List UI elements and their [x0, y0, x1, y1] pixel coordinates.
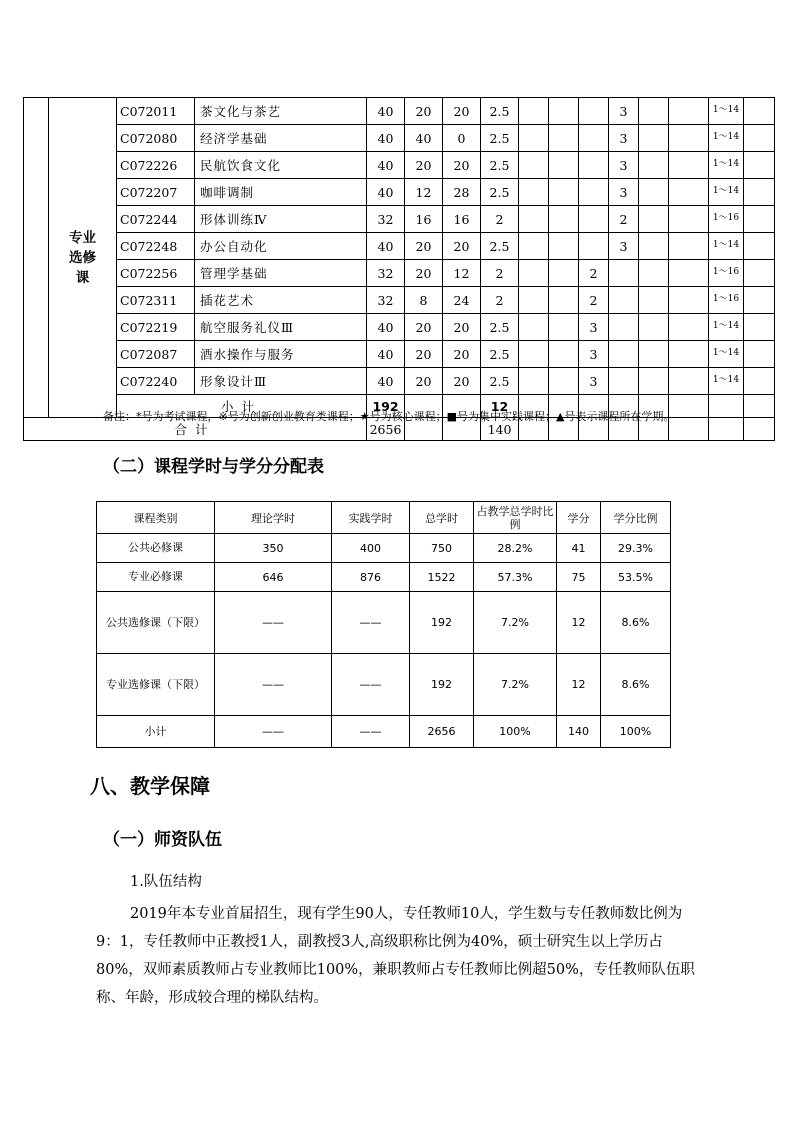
- cell-practice: 16: [443, 206, 481, 233]
- course-code: C072240: [117, 368, 195, 395]
- cell-s4: [549, 125, 579, 152]
- course-weeks: 1～16: [709, 287, 744, 314]
- course-weeks: 1～14: [709, 368, 744, 395]
- cell-theory: 20: [405, 233, 443, 260]
- course-name: 插花艺术: [195, 287, 367, 314]
- alloc-value: 75: [557, 563, 601, 592]
- cell-s3: [519, 314, 549, 341]
- cell-s6: 3: [609, 152, 639, 179]
- alloc-value: 2656: [410, 716, 474, 748]
- cell-credit: 2.5: [481, 368, 519, 395]
- cell-wk7: [669, 341, 709, 368]
- cell-wk7: [669, 368, 709, 395]
- cell-s4: [549, 206, 579, 233]
- course-name: 形象设计Ⅲ: [195, 368, 367, 395]
- cell-s5: [579, 233, 609, 260]
- alloc-value: 1522: [410, 563, 474, 592]
- alloc-value: 140: [557, 716, 601, 748]
- alloc-row: [97, 716, 671, 748]
- alloc-value: 53.5%: [601, 563, 671, 592]
- course-code: C072080: [117, 125, 195, 152]
- cell-s5: [579, 98, 609, 125]
- alloc-value: 192: [410, 592, 474, 654]
- table-row: [24, 287, 775, 314]
- course-code: C072207: [117, 179, 195, 206]
- cell-blank: [744, 395, 775, 418]
- cell-theory: 8: [405, 287, 443, 314]
- cell-theory: 20: [405, 314, 443, 341]
- cell-s4: [549, 287, 579, 314]
- grand-total-credit: 140: [481, 418, 519, 441]
- course-weeks: 1～14: [709, 98, 744, 125]
- alloc-value: 28.2%: [474, 534, 557, 563]
- cell-total: 32: [367, 287, 405, 314]
- category-outer-cell: [24, 98, 49, 418]
- alloc-header-cell: 理论学时: [215, 502, 332, 534]
- alloc-value: 29.3%: [601, 534, 671, 563]
- course-code: C072219: [117, 314, 195, 341]
- alloc-row: [97, 592, 671, 654]
- cell-total: 40: [367, 125, 405, 152]
- cell-theory: 20: [405, 260, 443, 287]
- course-name: 航空服务礼仪Ⅲ: [195, 314, 367, 341]
- course-code: C072011: [117, 98, 195, 125]
- cell-practice: 20: [443, 98, 481, 125]
- grand-total-hours: 2656: [367, 418, 405, 441]
- cell-s4: [549, 98, 579, 125]
- course-table: [23, 97, 775, 441]
- cell-s5: [579, 206, 609, 233]
- alloc-value: 100%: [601, 716, 671, 748]
- course-code: C072226: [117, 152, 195, 179]
- cell-wk6: [639, 98, 669, 125]
- course-name: 办公自动化: [195, 233, 367, 260]
- alloc-row: [97, 534, 671, 563]
- cell-s4: [549, 260, 579, 287]
- table-note: 备注：*号为考试课程，※号为创新创业教育类课程；★号为核心课程；■号为集中实践课程；▲号表示课程所在学期。: [103, 410, 675, 423]
- cell-blank: [744, 125, 775, 152]
- cell-s5: [579, 152, 609, 179]
- alloc-value: 41: [557, 534, 601, 563]
- cell-s3: [519, 341, 549, 368]
- cell-s4: [549, 314, 579, 341]
- cell-wk7: [669, 287, 709, 314]
- cell-total: 40: [367, 152, 405, 179]
- cell-credit: 2: [481, 260, 519, 287]
- alloc-category: 专业必修课: [97, 563, 215, 592]
- alloc-value: 646: [215, 563, 332, 592]
- cell-practice: 12: [443, 260, 481, 287]
- alloc-header-cell: 学分: [557, 502, 601, 534]
- cell-wk6: [639, 314, 669, 341]
- cell-wk7: [669, 179, 709, 206]
- alloc-header-cell: 总学时: [410, 502, 474, 534]
- alloc-value: ——: [332, 592, 410, 654]
- cell-s4: [549, 341, 579, 368]
- alloc-value: 8.6%: [601, 654, 671, 716]
- cell-theory: 20: [405, 98, 443, 125]
- cell-credit: 2.5: [481, 152, 519, 179]
- alloc-value: ——: [215, 716, 332, 748]
- cell-wk6: [639, 287, 669, 314]
- cell-practice: 24: [443, 287, 481, 314]
- alloc-header-row: [97, 502, 671, 534]
- alloc-row: [97, 563, 671, 592]
- cell-wk6: [639, 260, 669, 287]
- alloc-category: 公共选修课（下限）: [97, 592, 215, 654]
- course-name: 民航饮食文化: [195, 152, 367, 179]
- alloc-value: 57.3%: [474, 563, 557, 592]
- alloc-value: 350: [215, 534, 332, 563]
- cell-s6: 3: [609, 179, 639, 206]
- cell-s5: [579, 125, 609, 152]
- cell-wk7: [669, 260, 709, 287]
- cell-s6: [609, 368, 639, 395]
- cell-s5: 2: [579, 260, 609, 287]
- alloc-category: 公共必修课: [97, 534, 215, 563]
- category-label: [49, 98, 117, 418]
- cell-blank: [744, 206, 775, 233]
- cell-theory: 12: [405, 179, 443, 206]
- table-row: [24, 125, 775, 152]
- cell-blank: [744, 233, 775, 260]
- cell-s4: [549, 179, 579, 206]
- alloc-value: ——: [332, 654, 410, 716]
- section-title-credit-allocation: （二）课程学时与学分分配表: [103, 457, 324, 477]
- course-weeks: 1～14: [709, 179, 744, 206]
- category-label-line: 课: [75, 269, 90, 286]
- alloc-value: ——: [215, 654, 332, 716]
- cell-credit: 2.5: [481, 179, 519, 206]
- cell-total: 40: [367, 314, 405, 341]
- course-code: C072087: [117, 341, 195, 368]
- cell-credit: 2.5: [481, 341, 519, 368]
- cell-s3: [519, 125, 549, 152]
- cell-wk7: [669, 152, 709, 179]
- table-row: [24, 179, 775, 206]
- cell-wk7: [669, 314, 709, 341]
- cell-credit: 2.5: [481, 314, 519, 341]
- course-weeks: 1～14: [709, 152, 744, 179]
- cell-s3: [519, 260, 549, 287]
- cell-total: 40: [367, 233, 405, 260]
- cell-practice: 20: [443, 368, 481, 395]
- grand-total-label: 合计: [24, 418, 367, 441]
- course-weeks: 1～16: [709, 260, 744, 287]
- cell-practice: 20: [443, 314, 481, 341]
- cell-s3: [519, 287, 549, 314]
- table-row: [24, 152, 775, 179]
- cell-s5: 2: [579, 287, 609, 314]
- cell-total: 40: [367, 368, 405, 395]
- table-row: [24, 368, 775, 395]
- course-code: C072248: [117, 233, 195, 260]
- course-code: C072256: [117, 260, 195, 287]
- cell-total: 32: [367, 206, 405, 233]
- cell-blank: [744, 260, 775, 287]
- course-weeks: 1～14: [709, 341, 744, 368]
- cell-s6: [609, 314, 639, 341]
- cell-s5: 3: [579, 314, 609, 341]
- subsection-title: 1.队伍结构: [130, 874, 202, 890]
- alloc-category: 小计: [97, 716, 215, 748]
- cell-credit: 2.5: [481, 233, 519, 260]
- cell-blank: [709, 395, 744, 418]
- alloc-value: 8.6%: [601, 592, 671, 654]
- course-name: 酒水操作与服务: [195, 341, 367, 368]
- cell-theory: 40: [405, 125, 443, 152]
- cell-s6: 3: [609, 125, 639, 152]
- cell-s3: [519, 206, 549, 233]
- cell-practice: 28: [443, 179, 481, 206]
- cell-s4: [549, 368, 579, 395]
- alloc-category: 专业选修课（下限）: [97, 654, 215, 716]
- cell-credit: 2.5: [481, 125, 519, 152]
- cell-s6: 3: [609, 98, 639, 125]
- cell-wk6: [639, 152, 669, 179]
- course-code: C072311: [117, 287, 195, 314]
- cell-wk7: [669, 125, 709, 152]
- course-weeks: 1～16: [709, 206, 744, 233]
- cell-wk6: [639, 368, 669, 395]
- alloc-value: ——: [332, 716, 410, 748]
- alloc-header-cell: 学分比例: [601, 502, 671, 534]
- course-table-body: [24, 98, 775, 441]
- cell-s3: [519, 233, 549, 260]
- cell-s6: 3: [609, 233, 639, 260]
- cell-blank: [744, 98, 775, 125]
- section-title-faculty: （一）师资队伍: [103, 830, 222, 850]
- alloc-value: 12: [557, 654, 601, 716]
- course-name: 茶文化与茶艺: [195, 98, 367, 125]
- body-paragraph: 2019年本专业首届招生，现有学生90人，专任教师10人，学生数与专任教师数比例为9：1，专任教师中正教授1人，副教授3人,高级职称比例为40%，硕士研究生以上学历占80%，双师素质教师占专业教师比100%，兼职教师占专任教师比例超50%，专任教师队伍职称、年龄，形成较合理的梯队结构。: [96, 906, 695, 1006]
- alloc-value: 7.2%: [474, 592, 557, 654]
- cell-theory: 16: [405, 206, 443, 233]
- cell-practice: 20: [443, 152, 481, 179]
- cell-s4: [549, 152, 579, 179]
- cell-blank: [744, 179, 775, 206]
- cell-wk6: [639, 233, 669, 260]
- cell-s6: [609, 341, 639, 368]
- cell-practice: 20: [443, 233, 481, 260]
- alloc-value: 750: [410, 534, 474, 563]
- cell-blank: [744, 418, 775, 441]
- cell-credit: 2.5: [481, 98, 519, 125]
- cell-s3: [519, 152, 549, 179]
- subtotal-hours: 192: [367, 395, 405, 418]
- alloc-header-cell: 实践学时: [332, 502, 410, 534]
- cell-s5: [579, 179, 609, 206]
- cell-wk6: [639, 206, 669, 233]
- alloc-value: 400: [332, 534, 410, 563]
- cell-wk7: [669, 233, 709, 260]
- alloc-value: 7.2%: [474, 654, 557, 716]
- cell-blank: [744, 152, 775, 179]
- alloc-value: ——: [215, 592, 332, 654]
- cell-wk6: [639, 179, 669, 206]
- cell-total: 32: [367, 260, 405, 287]
- table-row: [24, 314, 775, 341]
- cell-theory: 20: [405, 341, 443, 368]
- cell-s6: [609, 260, 639, 287]
- cell-wk6: [639, 125, 669, 152]
- alloc-value: 100%: [474, 716, 557, 748]
- table-row: [24, 233, 775, 260]
- cell-blank: [744, 287, 775, 314]
- table-row: [24, 341, 775, 368]
- cell-practice: 0: [443, 125, 481, 152]
- cell-blank: [744, 341, 775, 368]
- cell-s6: 2: [609, 206, 639, 233]
- cell-s5: 3: [579, 368, 609, 395]
- subtotal-label: 小计: [117, 395, 367, 418]
- category-label-line: 选修: [69, 249, 96, 266]
- course-code: C072244: [117, 206, 195, 233]
- course-name: 经济学基础: [195, 125, 367, 152]
- chapter-title: 八、教学保障: [90, 774, 210, 798]
- cell-credit: 2: [481, 287, 519, 314]
- course-weeks: 1～14: [709, 233, 744, 260]
- cell-total: 40: [367, 98, 405, 125]
- course-weeks: 1～14: [709, 125, 744, 152]
- table-row: [24, 260, 775, 287]
- allocation-table: [96, 501, 671, 748]
- cell-theory: 20: [405, 152, 443, 179]
- cell-wk6: [639, 341, 669, 368]
- course-name: 管理学基础: [195, 260, 367, 287]
- cell-practice: 20: [443, 341, 481, 368]
- cell-s3: [519, 179, 549, 206]
- cell-credit: 2: [481, 206, 519, 233]
- cell-total: 40: [367, 179, 405, 206]
- cell-blank: [709, 418, 744, 441]
- table-row: [24, 98, 775, 125]
- cell-wk7: [669, 98, 709, 125]
- alloc-header-cell: 课程类别: [97, 502, 215, 534]
- alloc-row: [97, 654, 671, 716]
- alloc-value: 876: [332, 563, 410, 592]
- alloc-header-cell: 占教学总学时比例: [474, 502, 557, 534]
- alloc-value: 12: [557, 592, 601, 654]
- allocation-table-body: [97, 502, 671, 748]
- subtotal-credit: 12: [481, 395, 519, 418]
- cell-total: 40: [367, 341, 405, 368]
- cell-wk7: [669, 206, 709, 233]
- course-name: 咖啡调制: [195, 179, 367, 206]
- cell-theory: 20: [405, 368, 443, 395]
- cell-blank: [744, 368, 775, 395]
- category-label-line: 专业: [69, 229, 96, 246]
- cell-s6: [609, 287, 639, 314]
- cell-s4: [549, 233, 579, 260]
- cell-blank: [744, 314, 775, 341]
- course-weeks: 1～14: [709, 314, 744, 341]
- course-name: 形体训练Ⅳ: [195, 206, 367, 233]
- alloc-value: 192: [410, 654, 474, 716]
- cell-s3: [519, 368, 549, 395]
- table-row: [24, 206, 775, 233]
- cell-s5: 3: [579, 341, 609, 368]
- cell-s3: [519, 98, 549, 125]
